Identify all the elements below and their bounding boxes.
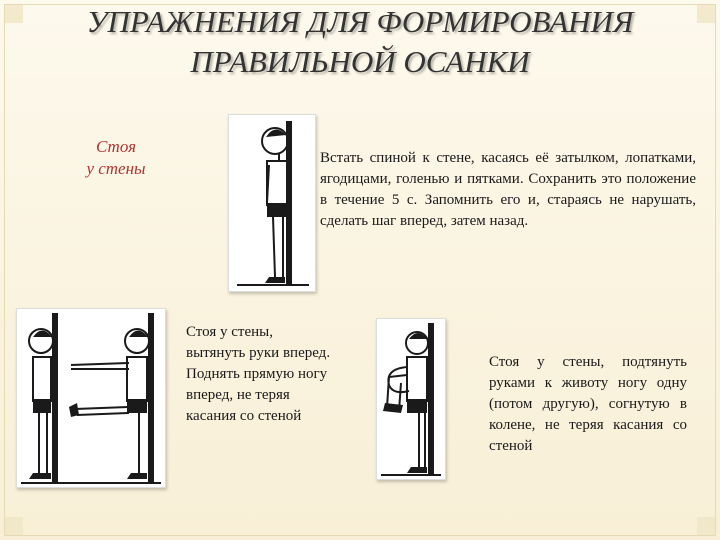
slide-title: [20, 2, 700, 82]
exercise-3-text: Стоя у стены, подтянуть руками к животу ногу одну (потом другую), согнутую в колене, не теряя касания со стеной: [489, 354, 687, 454]
slide-title-line: ПРАВИЛЬНОЙ ОСАНКИ: [190, 44, 530, 79]
exercise-3-illustration: [376, 318, 446, 480]
exercise-2-text: Стоя у стены, вытянуть руки вперед. Поднять прямую ногу вперед, не теряя касания со стеной: [186, 324, 331, 424]
section-subtitle: [58, 136, 174, 180]
corner-ornament: [5, 517, 23, 535]
subtitle-line: Стоя: [95, 137, 137, 156]
exercise-1-text: Встать спиной к стене, касаясь её затылком, лопатками, ягодицами, голенью и пятками. Сохранить это положение в течение 5 с. Запомнить его и, стараясь не нарушать, сделать шаг вперед, затем назад.: [320, 150, 696, 229]
subtitle-line: у стены: [86, 159, 146, 178]
corner-ornament: [697, 517, 715, 535]
exercise-1-illustration: [228, 114, 316, 292]
figure-standing-against-wall: [229, 115, 315, 291]
figure-arms-forward-leg-raised: [17, 309, 165, 487]
slide-title-line: УПРАЖНЕНИЯ ДЛЯ ФОРМИРОВАНИЯ: [86, 4, 634, 39]
exercise-2-illustration: [16, 308, 166, 488]
figure-knee-pulled-to-chest: [377, 319, 445, 479]
